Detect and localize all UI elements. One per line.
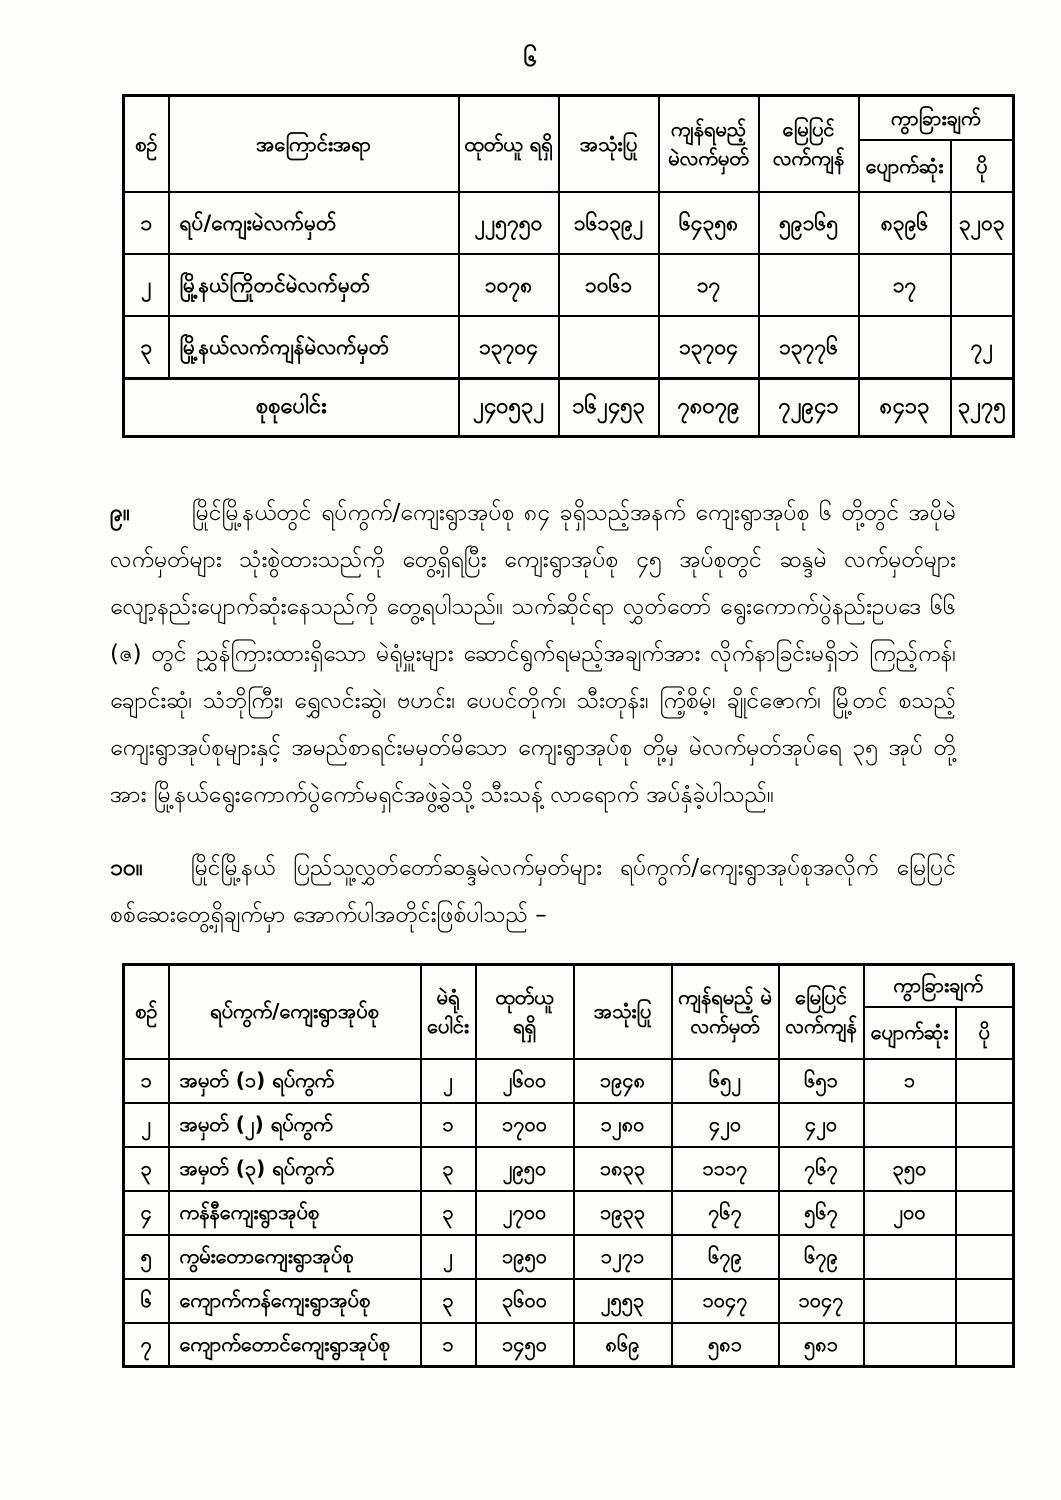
paragraph-9-text: မြိုင်မြို့နယ်တွင် ရပ်ကွက်/ကျေးရွာအုပ်စု ၈၄ ခုရှိသည့်အနက် ကျေးရွာအုပ်စု ၆ တို့တွင် အပိုမဲလက်မှတ်များ သုံးစွဲထားသည်ကို တွေ့ရှိရပြီး ကျေးရွာအုပ်စု ၄၅ အုပ်စုတွင် ဆန္ဒမဲ လက်မှတ်များ လျော့နည်းပျောက်ဆုံးနေသည်ကို တွေ့ရပါသည်။ သက်ဆိုင်ရာ လွှတ်တော် ရွေးကောက်ပွဲနည်းဥပဒေ ၆၆ (ဇ) တွင် ညွှန်ကြားထားရှိသော မဲရုံမှူးများ ဆောင်ရွက်ရမည့်အချက်အား လိုက်နာခြင်းမရှိဘဲ ကြည့်ကန်၊ ချောင်းဆုံ၊ သံဘိုကြီး၊ ရွှေလင်းဆွဲ၊ ဗဟင်း၊ ပေပင်တိုက်၊ သီးတုန်း၊ ကြံ့စိမ့်၊ ချိုင်ဇောက်၊ မြို့တင် စသည့် ကျေးရွာအုပ်စုများနှင့် အမည်စာရင်းမမှတ်မိသော ကျေးရွာအုပ်စု တို့မှ မဲလက်မှတ်အုပ်ရေ ၃၅ အုပ် တို့အား မြို့နယ်ရွေးကောက်ပွဲကော်မရှင်အဖွဲ့ခွဲသို့ သီးသန့် လာရောက် အပ်နှံခဲ့ပါသည်။ bbox=[110, 499, 956, 808]
table1-col-used: အသုံးပြု bbox=[559, 96, 659, 193]
table1-total-remaining: ၇၈၀၇၉ bbox=[659, 378, 759, 436]
table2-row-cell: ၇၆၇ bbox=[779, 1147, 864, 1191]
table2-row-cell: ၃၆၀၀ bbox=[476, 1279, 574, 1323]
table2-row-cell bbox=[956, 1279, 1014, 1323]
table2-row-cell: ၂၅၅၃ bbox=[574, 1279, 672, 1323]
table2-row-cell: ၁၂၇၁ bbox=[574, 1235, 672, 1279]
table2-col-difference: ကွာခြားချက် bbox=[864, 964, 1014, 1007]
table2-row-cell: ၆၇၉ bbox=[672, 1235, 779, 1279]
table2-row-cell: ၃ bbox=[421, 1191, 476, 1235]
table2-row-cell: ၃၅၀ bbox=[864, 1147, 956, 1191]
table1-row-cell: ၁၀၆၁ bbox=[559, 254, 659, 316]
table2-row-cell bbox=[956, 1147, 1014, 1191]
table2-row-cell: ၂ bbox=[124, 1103, 169, 1147]
table2-row bbox=[124, 1191, 1014, 1235]
table1-row-cell: မြို့နယ်ကြိုတင်မဲလက်မှတ် bbox=[169, 254, 459, 316]
table2-row-cell: ၁၄၅၀ bbox=[476, 1323, 574, 1367]
table2-row bbox=[124, 1147, 1014, 1191]
table2-row-cell: ၄ bbox=[124, 1191, 169, 1235]
table1-row-cell: ၇၂ bbox=[951, 316, 1014, 378]
table2-row-cell: ၆ bbox=[124, 1279, 169, 1323]
table1-row-cell: ၁၆၁၃၉၂ bbox=[559, 192, 659, 254]
table2-col-used: အသုံးပြု bbox=[574, 964, 672, 1059]
table1-row bbox=[124, 254, 1014, 316]
table2-row bbox=[124, 1279, 1014, 1323]
table2-row-cell: ၅၈၁ bbox=[672, 1323, 779, 1367]
table2-row-cell: ၄၂၀ bbox=[779, 1103, 864, 1147]
table1-row-cell: ၈၃၉၆ bbox=[859, 192, 951, 254]
table1-col-issued: ထုတ်ယူ ရရှိ bbox=[459, 96, 559, 193]
table2-row bbox=[124, 1323, 1014, 1367]
table1-total-issued: ၂၄၀၅၃၂ bbox=[459, 378, 559, 436]
table2-row-cell: ၂၉၅၀ bbox=[476, 1147, 574, 1191]
table2-row-cell: ၅ bbox=[124, 1235, 169, 1279]
table2-row-cell: အမှတ် (၁) ရပ်ကွက် bbox=[169, 1059, 421, 1103]
table1-row-cell bbox=[859, 316, 951, 378]
table2-row-cell: ၁၂၈၀ bbox=[574, 1103, 672, 1147]
table1-row-cell: ၁၃၇၀၄ bbox=[459, 316, 559, 378]
table2-col-issued: ထုတ်ယူ ရရှိ bbox=[476, 964, 574, 1059]
paragraph-10-number: ၁၀။ bbox=[110, 854, 143, 881]
table1-row-cell: ၁၃၇၀၄ bbox=[659, 316, 759, 378]
table2-row-cell: ၆၇၉ bbox=[779, 1235, 864, 1279]
table2-row-cell: ၆၅၁ bbox=[779, 1059, 864, 1103]
table2-row-cell: ၂၀၀ bbox=[864, 1191, 956, 1235]
table2-row-cell: ၁ bbox=[864, 1059, 956, 1103]
table1-total-lost: ၈၄၁၃ bbox=[859, 378, 951, 436]
table2-row-cell: ကျောက်ကန်ကျေးရွာအုပ်စု bbox=[169, 1279, 421, 1323]
table1-total-row bbox=[124, 378, 1014, 436]
table2-row-cell: ၁၀၄၇ bbox=[779, 1279, 864, 1323]
table2-row-cell: ၃ bbox=[421, 1279, 476, 1323]
paragraph-9-number: ၉။ bbox=[110, 499, 130, 526]
table2-row-cell: ၄၂၀ bbox=[672, 1103, 779, 1147]
table2-col-no: စဉ် bbox=[124, 964, 169, 1059]
table1-col-no: စဉ် bbox=[124, 96, 169, 193]
ballot-summary-table bbox=[122, 94, 1015, 438]
table1-total-label: စုစုပေါင်း bbox=[124, 378, 459, 436]
table2-row-cell: ၈၆၉ bbox=[574, 1323, 672, 1367]
paragraph-10 bbox=[110, 845, 956, 939]
table1-row-cell: ၂ bbox=[124, 254, 169, 316]
paragraph-10-text: မြိုင်မြို့နယ် ပြည်သူ့လွှတ်တော်ဆန္ဒမဲလက်မှတ်များ ရပ်ကွက်/ကျေးရွာအုပ်စုအလိုက် မြေပြင်စစ်ဆေးတွေ့ရှိချက်မှာ အောက်ပါအတိုင်းဖြစ်ပါသည် – bbox=[110, 854, 956, 928]
table1-row-cell: ၅၉၁၆၅ bbox=[759, 192, 859, 254]
table2-row-cell: ၂ bbox=[421, 1059, 476, 1103]
table2-row-cell: အမှတ် (၃) ရပ်ကွက် bbox=[169, 1147, 421, 1191]
table2-row-cell: ၁ bbox=[421, 1103, 476, 1147]
table1-col-ground: မြေပြင် လက်ကျန် bbox=[759, 96, 859, 193]
table1-row-cell: ၁၇ bbox=[659, 254, 759, 316]
table2-row-cell: ၁၇၀၀ bbox=[476, 1103, 574, 1147]
table2-row-cell bbox=[956, 1235, 1014, 1279]
table2-row-cell bbox=[956, 1103, 1014, 1147]
table1-total-extra: ၃၂၇၅ bbox=[951, 378, 1014, 436]
table2-row-cell bbox=[864, 1323, 956, 1367]
table1-row-cell bbox=[759, 254, 859, 316]
table2-row-cell: ၁၉၃၃ bbox=[574, 1191, 672, 1235]
table1-row-cell: မြို့နယ်လက်ကျန်မဲလက်မှတ် bbox=[169, 316, 459, 378]
table1-row-cell bbox=[559, 316, 659, 378]
table1-row-cell: ၃၂၀၃ bbox=[951, 192, 1014, 254]
table2-row-cell: ၁၉၅၀ bbox=[476, 1235, 574, 1279]
table1-row-cell: ၁၀၇၈ bbox=[459, 254, 559, 316]
table1-row-cell: ၁ bbox=[124, 192, 169, 254]
table1-row bbox=[124, 316, 1014, 378]
table1-row-cell: ၂၂၅၇၅၀ bbox=[459, 192, 559, 254]
table2-row-cell bbox=[864, 1103, 956, 1147]
table2-row-cell: ကန်နီကျေးရွာအုပ်စု bbox=[169, 1191, 421, 1235]
table1-col-subject: အကြောင်းအရာ bbox=[169, 96, 459, 193]
table2-row bbox=[124, 1103, 1014, 1147]
table1-row-cell: ရပ်/ကျေးမဲလက်မှတ် bbox=[169, 192, 459, 254]
page-number: ၆ bbox=[523, 44, 538, 72]
table1-row-cell: ၁၃၇၇၆ bbox=[759, 316, 859, 378]
table1-col-remaining: ကျန်ရမည့် မဲလက်မှတ် bbox=[659, 96, 759, 193]
table2-row-cell: ၁ bbox=[421, 1323, 476, 1367]
table2-row-cell: ၇ bbox=[124, 1323, 169, 1367]
table2-col-ground: မြေပြင် လက်ကျန် bbox=[779, 964, 864, 1059]
table2-row-cell: ၁၉၄၈ bbox=[574, 1059, 672, 1103]
table2-row-cell: ၆၅၂ bbox=[672, 1059, 779, 1103]
table2-row-cell: ၂၆၀၀ bbox=[476, 1059, 574, 1103]
table2-row-cell: ၁ bbox=[124, 1059, 169, 1103]
ward-village-ballot-table bbox=[122, 963, 1015, 1369]
table1-col-lost: ပျောက်ဆုံး bbox=[859, 140, 951, 192]
table2-row-cell bbox=[956, 1191, 1014, 1235]
table2-row-cell: ၇၆၇ bbox=[672, 1191, 779, 1235]
table2-row bbox=[124, 1235, 1014, 1279]
table1-row-cell bbox=[951, 254, 1014, 316]
paragraph-9 bbox=[110, 490, 956, 819]
table2-col-stations: မဲရုံ ပေါင်း bbox=[421, 964, 476, 1059]
table2-row-cell bbox=[864, 1235, 956, 1279]
table2-col-extra: ပို bbox=[956, 1007, 1014, 1059]
table1-col-extra: ပို bbox=[951, 140, 1014, 192]
table2-row-cell: ၂ bbox=[421, 1235, 476, 1279]
table1-row-cell: ၃ bbox=[124, 316, 169, 378]
table2-row-cell: ကျောက်တောင်ကျေးရွာအုပ်စု bbox=[169, 1323, 421, 1367]
table2-row-cell bbox=[956, 1059, 1014, 1103]
table2-row-cell: ၃ bbox=[421, 1147, 476, 1191]
table2-col-lost: ပျောက်ဆုံး bbox=[864, 1007, 956, 1059]
table2-row-cell: ၁၁၁၇ bbox=[672, 1147, 779, 1191]
table2-row-cell bbox=[956, 1323, 1014, 1367]
table1-row-cell: ၆၄၃၅၈ bbox=[659, 192, 759, 254]
table2-row-cell: အမှတ် (၂) ရပ်ကွက် bbox=[169, 1103, 421, 1147]
table2-row-cell bbox=[864, 1279, 956, 1323]
table1-row-cell: ၁၇ bbox=[859, 254, 951, 316]
table2-col-remaining: ကျန်ရမည့် မဲလက်မှတ် bbox=[672, 964, 779, 1059]
table2-row-cell: ၅၈၁ bbox=[779, 1323, 864, 1367]
table2-row-cell: ကွမ်းတောကျေးရွာအုပ်စု bbox=[169, 1235, 421, 1279]
table2-col-group: ရပ်ကွက်/ကျေးရွာအုပ်စု bbox=[169, 964, 421, 1059]
table2-row-cell: ၁၀၄၇ bbox=[672, 1279, 779, 1323]
table1-total-ground: ၇၂၉၄၁ bbox=[759, 378, 859, 436]
table2-row-cell: ၂၇၀၀ bbox=[476, 1191, 574, 1235]
table2-row-cell: ၅၆၇ bbox=[779, 1191, 864, 1235]
table2-row-cell: ၁၈၃၃ bbox=[574, 1147, 672, 1191]
table2-row bbox=[124, 1059, 1014, 1103]
table1-row bbox=[124, 192, 1014, 254]
table2-row-cell: ၃ bbox=[124, 1147, 169, 1191]
table1-col-difference: ကွာခြားချက် bbox=[859, 96, 1014, 141]
table1-total-used: ၁၆၂၄၅၃ bbox=[559, 378, 659, 436]
